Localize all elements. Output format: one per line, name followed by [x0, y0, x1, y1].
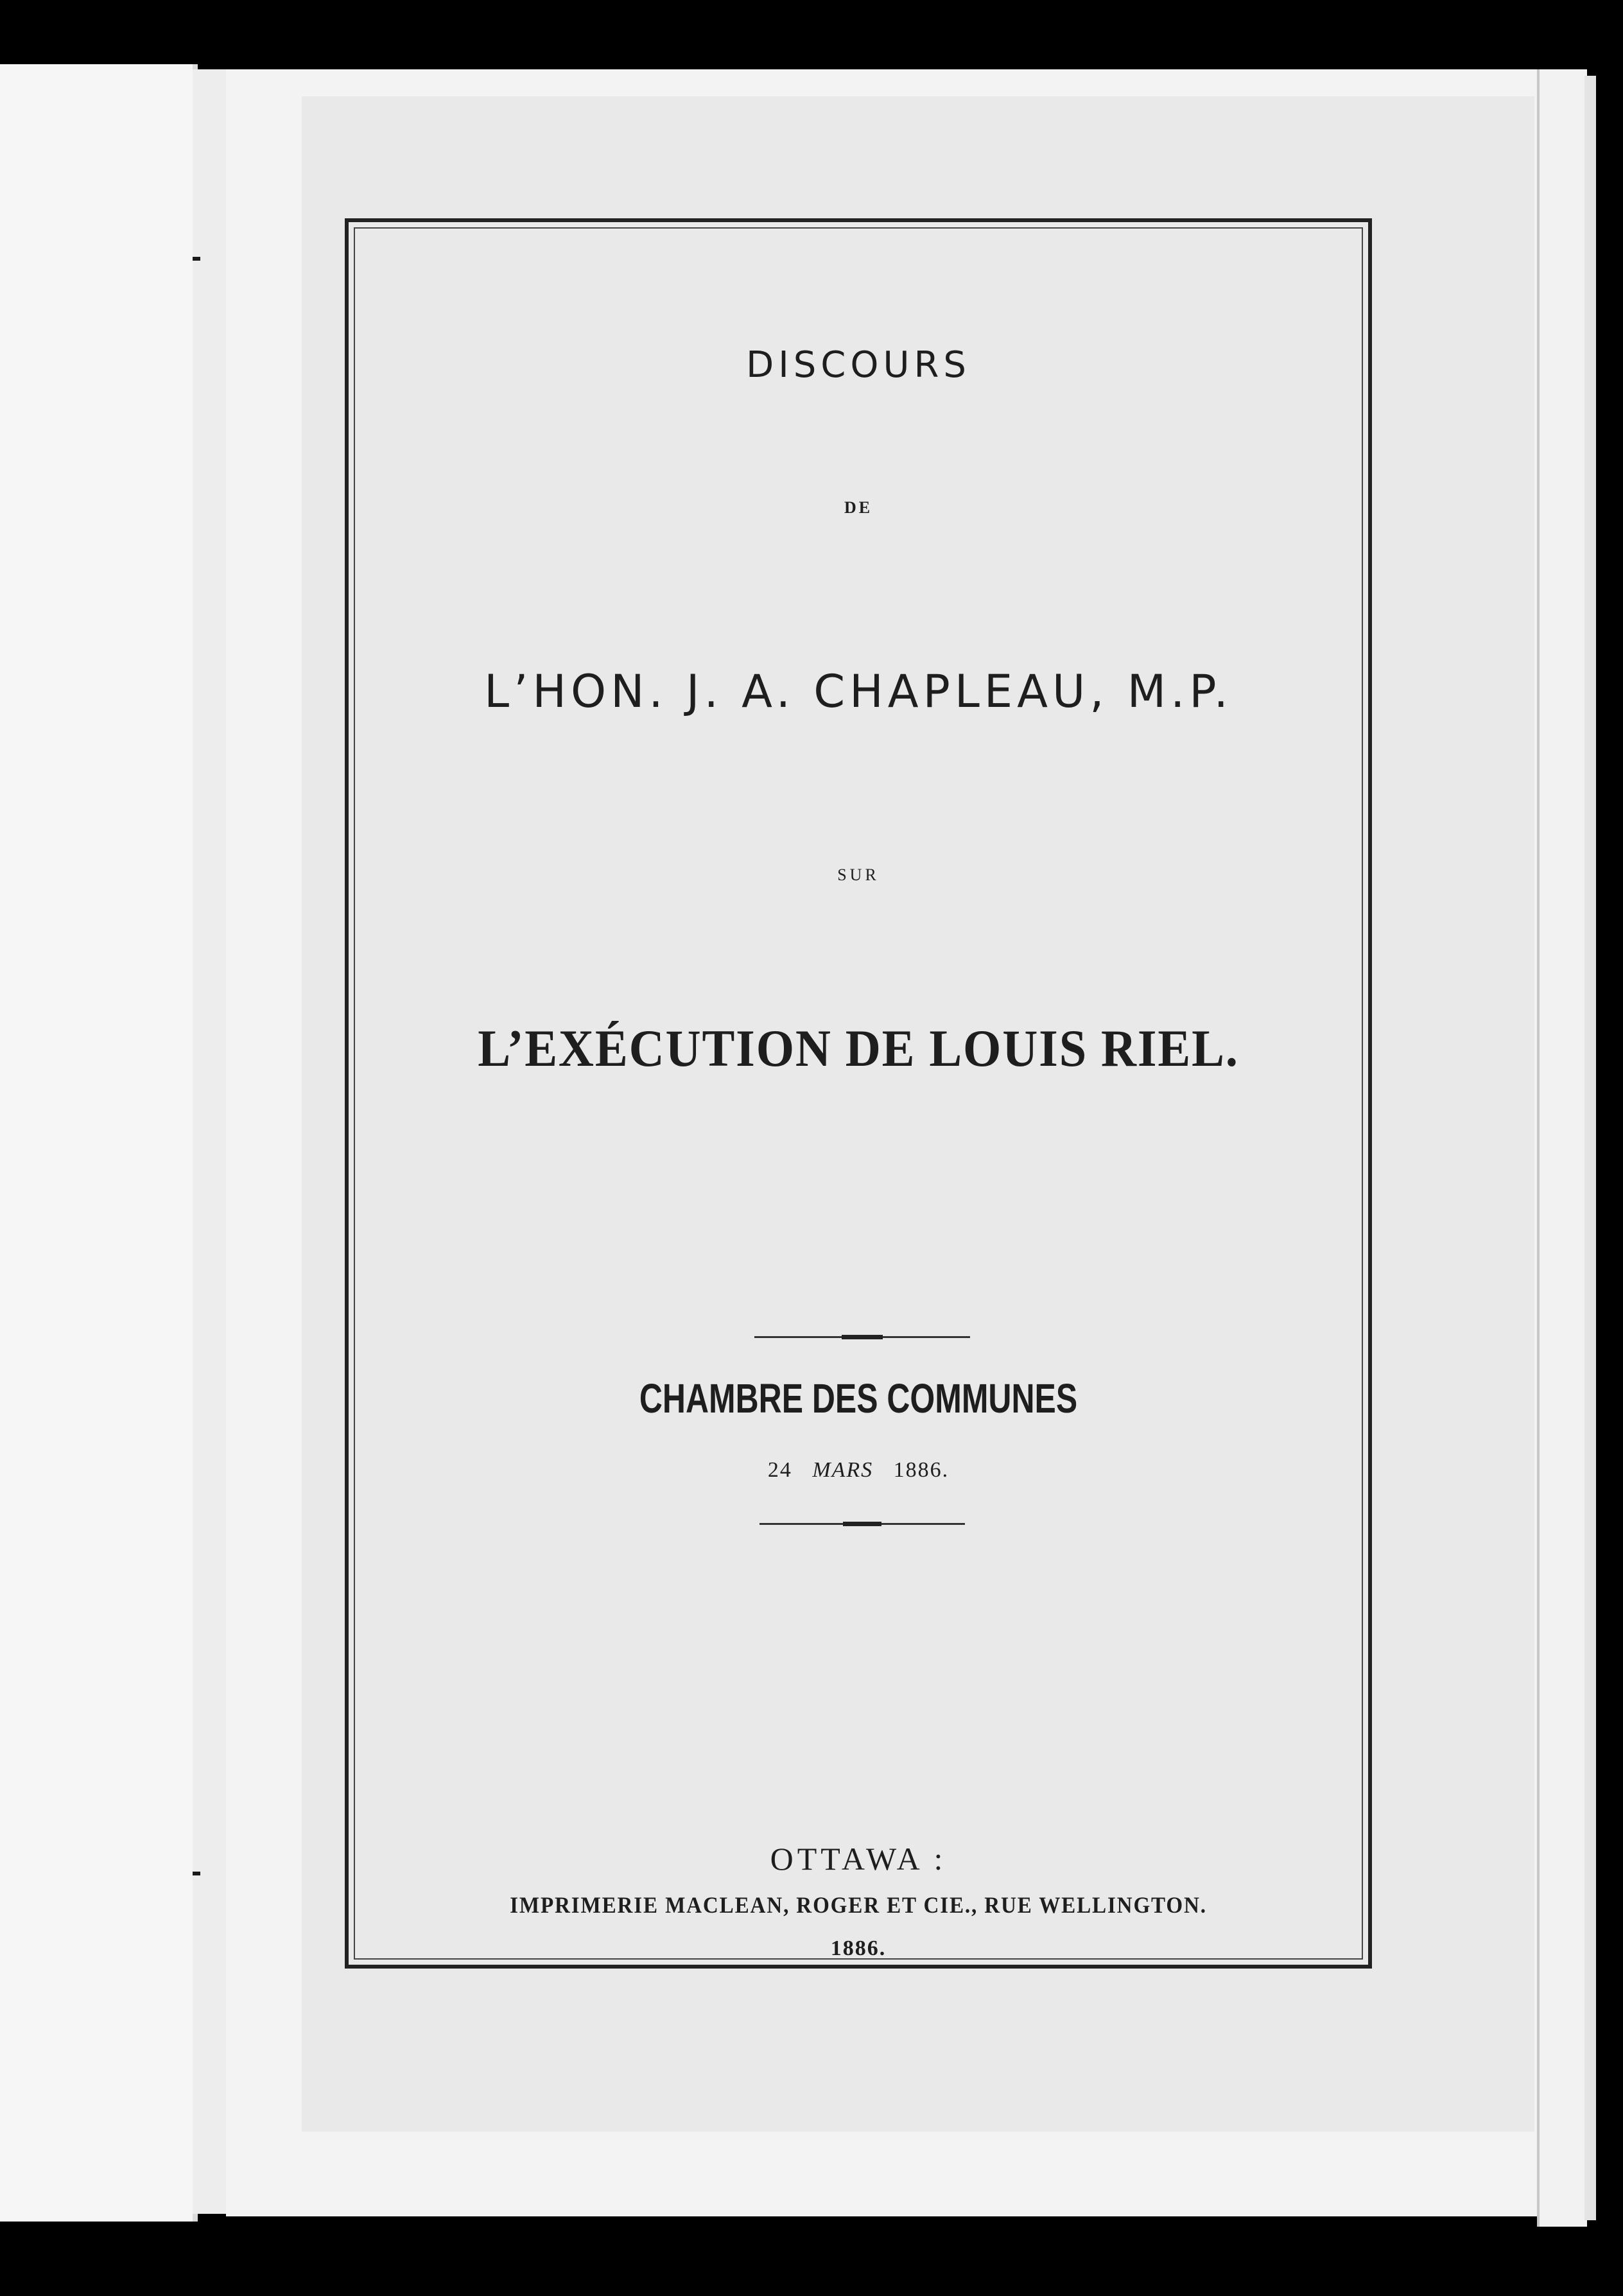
date-month: MARS [812, 1458, 874, 1482]
decorative-rule-ornament [842, 1335, 883, 1339]
date-day: 24 [767, 1458, 792, 1482]
heading-discours: DISCOURS [746, 344, 971, 386]
right-leaf-edge [1584, 76, 1596, 2220]
heading-de: DE [844, 498, 873, 517]
imprint-year: 1886. [830, 1936, 887, 1960]
imprint-city: OTTAWA : [770, 1841, 947, 1877]
heading-sur: SUR [837, 865, 880, 884]
imprint-printer: IMPRIMERIE MACLEAN, ROGER ET CIE., RUE WELLINGTON. [510, 1892, 1207, 1918]
margin-mark [193, 257, 200, 261]
right-leaf [1537, 69, 1587, 2227]
speech-subject: L’EXÉCUTION DE LOUIS RIEL. [478, 1019, 1239, 1077]
author-name: L’HON. J. A. CHAPLEAU, M.P. [484, 665, 1233, 718]
title-page-inner-border [354, 227, 1363, 1960]
left-leaf-edge [193, 69, 228, 2214]
speech-date [349, 1458, 1368, 1483]
chamber-name: CHAMBRE DES COMMUNES [639, 1375, 1078, 1422]
decorative-rule-ornament [843, 1522, 881, 1526]
title-page-border [345, 218, 1372, 1969]
date-year: 1886. [893, 1458, 950, 1482]
left-facing-leaf [0, 64, 198, 2222]
margin-mark [193, 1872, 200, 1875]
